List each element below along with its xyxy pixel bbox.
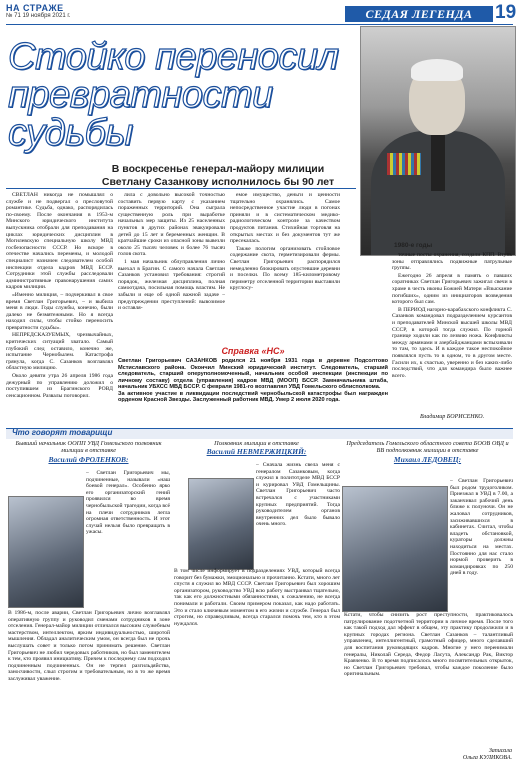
- paragraph: Около девяти утра 26 апреля 1986 года дежурный по управлению доложил о поступившем из Брагинского РОВД сенсационном. Развалы поговорил.: [6, 373, 113, 399]
- paragraph: Ежегодно 26 апреля в память о павших соратниках Светлан Григорьевич зажигал свечи в храме в честь иконы Божией Матери «Взыскание погибших», одним из инициаторов возведения которого был сам.: [392, 272, 512, 306]
- paragraph: НЕПРЕДСКАЗУЕМЫХ, чрезвычайных, критических ситуаций хватало. Самый глубокий след оставило, конечно же, испытание Чернобылем. Катастрофа грянула, когда С. Сазанков возглавлял областную милицию.: [6, 332, 113, 372]
- photo-caption: 1980-е годы: [394, 242, 433, 249]
- colleague-header-3: [342, 440, 513, 464]
- paragraph: 1 мая начальник облуправления лично выехал в Брагин. С самого начала Светлан Сазанков установил требования: строгий порядок, железная дисциплина, полная самоотдача, посильная помощь властям. Не забыли и еще об одной важной задаче – предупреждении преступлений: вывозимое и оставля-: [118, 258, 225, 312]
- headline-line-2: превратности судьбы: [8, 74, 273, 154]
- paragraph: В ПЕРИОД нагорно-карабахского конфликта С. Сазанков командовал подразделением курсантов и преподавателей Минской высшей школы МВД СССР, в которой тогда служил. По горной границе ходили как по лезвию ножа. Конфликты между армянами и азербайджанцами вспыхивали то там, то здесь. И в каждое такое неспокойное появлялся пусть то в одном, то в другом месте. Гасили их, к счастью, уверенно и без каких-либо последствий, что для командира было важнее всего.: [392, 306, 512, 379]
- tie-shape: [431, 131, 445, 191]
- article-headline: [8, 38, 348, 152]
- biography-title: Справка «НС»: [221, 346, 285, 356]
- paragraph: СВЕТЛАН никогда не помышлял о службе и не подвергал о пресловутой романтике. Судьба, однако, распорядилась по-своему. После окончания в 1953-м Минского юридического института выпускника отобрали для преподавания на циклах юридических дисциплин в Могилевскую специальную школу МВД госбезопасности СССР. Но вскоре в отечестве начались перемены, и молодой специалист назначен следователем особой инспекции отдела кадров МВД БССР. Сотрудники этой службы расследовали административные правонарушения самих кадров милиции.: [6, 192, 113, 291]
- colleague-photo-3: [342, 486, 448, 612]
- masthead: [6, 3, 126, 19]
- paragraph: Также пологим организовать стойловое содержание скота, герметизировали фермы. Светлан Григорьевич распорядился немедленно блокировать опустевшие деревни и поселки. По всему 185-километровому периметру отселенной территории выставили круглосу-: [230, 245, 340, 292]
- colleague-quote-side-1: – Светлан Григорьевич мы, подчиненные, называли «наш боевой генерал». Особенно ярко его организаторский гений проявился во время чернобыльской трагедии, когда всё на плечи сотрудников легла огромная ответственность. И этот случай нельзя было превращать в ужасы.: [86, 470, 170, 536]
- colleague-header-2: [174, 440, 339, 456]
- colleague-header-1: [6, 440, 171, 464]
- colleague-position: Полковник милиции в отставке: [214, 440, 299, 447]
- headline-line-1: Стойко переносил: [8, 36, 339, 78]
- colleague-quote-2: В том числе информирует в подразделениях УВД, который всегда говорит без бумажки, эмоционально и прочитанно. Кстати, много лет спустя я служил во МВД СССР. Светлан Григорьевич был хорошим организатором, руководство УВД всю работу выстраивал тщательно, так как его должностными обязанностями, к сожалению, не всегда понимали и работали. Своим примером показал, как надо работать. Это и стало ключевым моментом в его жизни и службе. Генерал был строгим, но справедливым, всегда старался помочь тем, кто в этом нуждался.: [174, 568, 340, 627]
- colleague-quote-1: В 1986-м, после аварии, Светлан Григорьевич лично возглавлял оперативную группу и руководил сменами сотрудников в зоне отселения. Генерал-майор милиции отличался высоким служебным мастерством, интеллектом, ярким индивидуальностью, широтой мышления. Обладал аналитическим умом, он всегда был не прочь выслушать совет и только потом принимать решение. Светлан Григорьевич не любил чередовых работников, но был заменителем к тем, кто проявил инициативу. Причем к последнему сам подходил подчиненным подчиненных. Он не терпел разгильдяйства, заносчивости, слыл строгим и требовательным, но в то же время заслуживал уважение.: [8, 610, 170, 682]
- colleague-photo-2: [188, 478, 254, 570]
- colleague-name: Василий ФРОЛЕНКОВ:: [48, 454, 129, 464]
- biography-box: [118, 346, 388, 422]
- header-divider: [6, 24, 513, 25]
- paragraph: «Именно милиция, – подчеркивал в свое время Светлан Григорьевич, – и выбила меня в люди. Годы службы, конечно, были далеко не безмятежными. Но я всегда находил силы, чтобы стойко переносить превратности судьбы».: [6, 291, 113, 331]
- subtitle-divider: [6, 188, 356, 189]
- colleague-quote-side-3: – Светлан Григорьевич был родом трудоголиком. Приезжал в УВД в 7.00, а заканчивал рабочий день ближе к полуночи. Он не жаловал сотрудников, засиживавшихся в кабинетах. Считал, чтобы владеть обстановкой, кураторы должны находиться на местах. Постоянно для нас стало нормой проверить в командировках по 250 дней в году.: [450, 478, 513, 577]
- colleague-name: Михаил ЛЕДОВЕЦ:: [393, 454, 462, 464]
- colleague-position: Бывший начальник ООПП УВД Гомельского полковник милиции в отставке: [15, 440, 162, 455]
- colleague-photo-1: [8, 496, 84, 608]
- section-title: Что говорят товарищи: [12, 428, 113, 437]
- colleague-name: Василий НЕВМЕРЖИЦКИЙ:: [206, 447, 307, 457]
- article-column-3: [230, 192, 340, 342]
- rubric-bar: СЕДАЯ ЛЕГЕНДА: [345, 6, 493, 22]
- hair-shape: [411, 59, 463, 81]
- paragraph: точные посты охранения, создали КПП. Втупь зоны отправлялись подвижные патрульные группы.: [392, 252, 512, 272]
- paragraph: лила с довольно высокой точностью составить первую карту с указанием пораженных территорий. Она сыграла существенную роль при выработке начальных мер защиты. Из 25 населенных пунктов в других районах эвакуировали детей до 15 лет и беременных женщин. В кратчайшие сроки из опасной зоны вывезли около 25 тысяч человек и более 76 тысяч голов скота.: [118, 192, 225, 258]
- newspaper-name: НА СТРАЖЕ: [6, 3, 64, 13]
- article-column-2: [118, 192, 225, 342]
- colleague-quote-side-2: – Сначала жизнь свела меня с генералом Сазанковым, когда служил в политотделе МВД БССР и курировал УВД Гомельщины. Светлан Григорьевич часто встречался с участниками крупных предприятий. Тогда руководителем органов внутренних дел было бывало очень много.: [256, 462, 340, 528]
- biography-paragraph: Светлан Григорьевич САЗАНКОВ родился 21 ноября 1931 года в деревне Подсолтово Мстиславского района. Окончил Минский юридический институт. Следователь, старший следователь, старший оперуполномоченный, начальник особой инспекции (инспекции по личному составу) отдела (управления) кадров МВД (МООП) БССР. Замначальника штаба, начальник УБХСС МВД БССР. С февраля 1981-го возглавлял УВД Гомельского облисполкома.: [118, 358, 388, 390]
- article-column-4: [392, 252, 512, 427]
- issue-info: № 71 19 ноября 2021 г.: [6, 13, 71, 19]
- recorded-by: [440, 748, 512, 762]
- paragraph: емое имущество, деньги и ценности тщательно охранялись. Самое непосредственное участие люди в погонах приняли и в систематическом медико-радиологическом контроле за качеством продуктов питания. Стихийная торговля на открытых местах и без документов тут же пресекалась.: [230, 192, 340, 245]
- colleague-position: Председатель Гомельского областного совета БООВ ОВД и ВВ подполковник милиции в отставке: [346, 440, 509, 455]
- article-column-1: [6, 192, 113, 424]
- recorded-by-label: Записала: [488, 748, 512, 754]
- recorded-by-name: Ольга КУЛИКОВА.: [462, 755, 512, 761]
- article-subtitle: В воскресенье генерал-майору милиции Светлану Сазанкову исполнилось бы 90 лет: [101, 163, 335, 188]
- colleague-quote-3: Кстати, чтобы снизить рост преступности, практиковалось патрулирование подотчетной территории в личное время. После того как такой подход дал эффект в общем, эту практику продолжили и в крупных городах региона. Светлан Сазанков – талантливый управленец, интеллигентный, грамотный офицер, много сделавший для воспитания руководящих кадров. Многие у него перенимали генералы, Николай Середа, Федор Ласута, Александр Рак, Виктор Кравченко. В то время подписалось много посвятительных открыток, но Светлан Григорьевич требовал, чтобы каждое поколение было оригинальным.: [344, 612, 513, 678]
- article-author: Владимир БОРИСЕНКО.: [420, 414, 485, 420]
- general-portrait-photo: [360, 26, 516, 256]
- biography-paragraph: За активное участие в ликвидации последствий чернобыльской катастрофы был награжден орденом Красной Звезды. Заслуженный работник МВД. Умер 2 июля 2020 года.: [118, 390, 388, 403]
- biography-text: [118, 358, 388, 404]
- page-number: 19: [495, 2, 517, 23]
- medal-ribbons: [387, 153, 421, 175]
